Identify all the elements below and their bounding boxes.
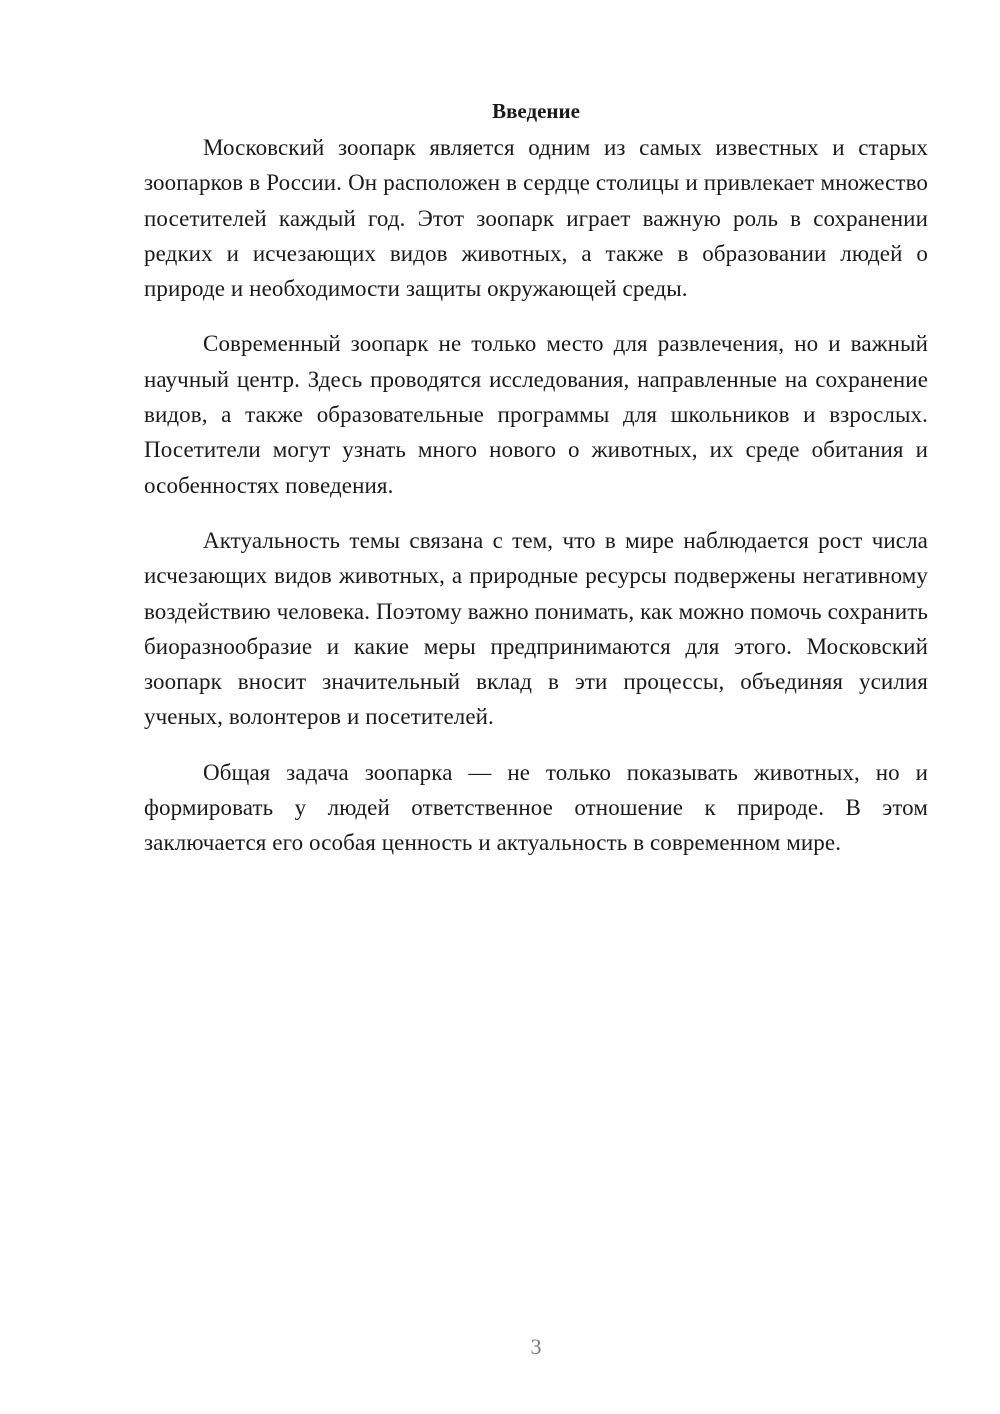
section-title: Введение bbox=[492, 99, 580, 123]
paragraph-2: Современный зоопарк не только место для развлечения, но и важный научный центр. Здесь проводятся исследования, направленные на сохранение видов, а также образовательные программы для школьников и взрослых. Посетители могут узнать много нового о животных, их среде обитания и особенностях поведения. bbox=[144, 331, 928, 498]
page-content bbox=[144, 96, 928, 881]
page-number: 3 bbox=[530, 1334, 542, 1359]
paragraph-3: Актуальность темы связана с тем, что в мире наблюдается рост числа исчезающих видов животных, а природные ресурсы подвержены негативному воздействию человека. Поэтому важно понимать, как можно помочь сохранить биоразнообразие и какие меры предпринимаются для этого. Московский зоопарк вносит значительный вклад в эти процессы, объединяя усилия ученых, волонтеров и посетителей. bbox=[144, 527, 928, 730]
paragraph-1: Московский зоопарк является одним из самых известных и старых зоопарков в России. Он расположен в сердце столицы и привлекает множество посетителей каждый год. Этот зоопарк играет важную роль в сохранении редких и исчезающих видов животных, а также в образовании людей о природе и необходимости защиты окружающей среды. bbox=[144, 135, 928, 302]
paragraph-4: Общая задача зоопарка — не только показывать животных, но и формировать у людей ответственное отношение к природе. В этом заключается его особая ценность и актуальность в современном мире. bbox=[144, 759, 928, 856]
